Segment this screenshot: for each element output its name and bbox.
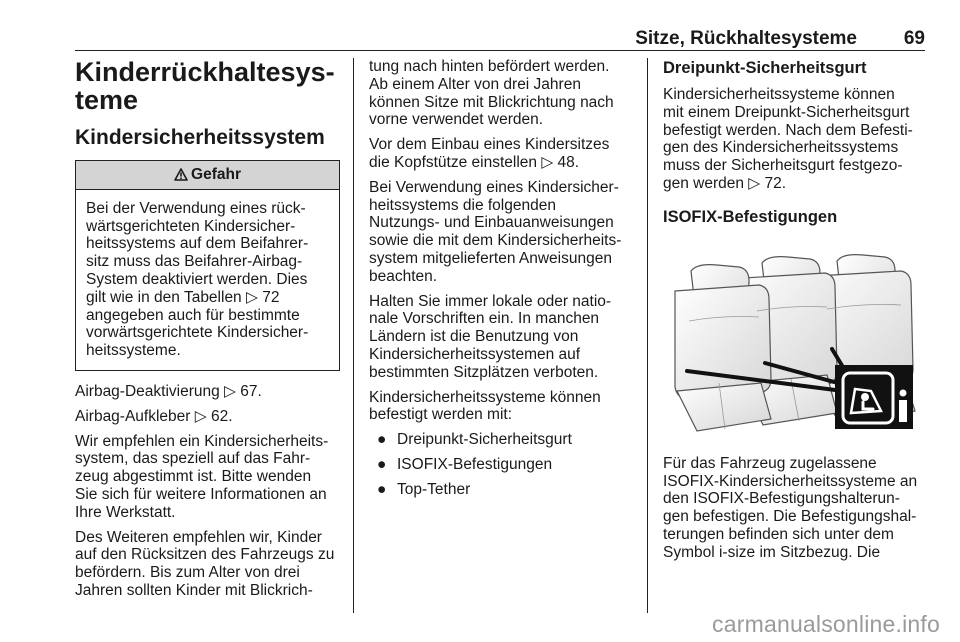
paragraph: Airbag-Aufkleber ▷ 62. <box>75 407 233 425</box>
page-header <box>75 24 925 51</box>
column-divider-1 <box>353 58 354 613</box>
chapter-title: Kinderrückhaltesys- teme <box>75 57 335 115</box>
paragraph: Kindersicherheitssysteme können befestigt werden mit: <box>369 388 601 424</box>
column-right <box>663 58 928 569</box>
paragraph: Des Weiteren empfehlen wir, Kinder auf den Rücksitzen des Fahrzeugs zu befördern. Bis zum Alter von drei Jahren sollten Kinder mit Blickrich- <box>75 528 335 599</box>
list-item-label: Top-Tether <box>397 480 471 498</box>
isofix-seat-illustration <box>667 241 925 441</box>
paragraph: Wir empfehlen ein Kindersicherheits- system, das speziell auf das Fahr- zeug abgestimmt ist. Bitte wenden Sie sich für weitere Informationen an Ihre Werkstatt. <box>75 432 329 521</box>
list-item-label: Dreipunkt-Sicherheitsgurt <box>397 431 572 449</box>
paragraph: Halten Sie immer lokale oder natio- nale Vorschriften ein. In manchen Ländern ist die Benutzung von Kindersicherheitssystemen auf bestimmten Sitzplätzen verboten. <box>369 292 612 381</box>
watermark: carmanualsonline.info <box>712 611 940 637</box>
column-middle <box>369 58 634 506</box>
paragraph: Vor dem Einbau eines Kindersitzes die Kopfstütze einstellen ▷ 48. <box>369 136 610 171</box>
paragraph: Airbag-Deaktivierung ▷ 67. <box>75 382 262 400</box>
list-item: ● Dreipunkt-Sicherheitsgurt <box>377 431 572 449</box>
warning-label: Gefahr <box>191 166 241 183</box>
warning-header <box>76 161 339 190</box>
paragraph: Kindersicherheitssysteme können mit einem Dreipunkt-Sicherheitsgurt befestigt werden. Nach dem Befesti- gen des Kindersicherheitssystems muss der Sicherheitsgurt festgezo- gen werden ▷ 72. <box>663 86 913 192</box>
list-item: ● Top-Tether <box>377 480 471 498</box>
bullet-list <box>369 431 634 498</box>
list-item: ● ISOFIX-Befestigungen <box>377 455 553 473</box>
page-number: 69 <box>903 28 925 49</box>
list-item-label: ISOFIX-Befestigungen <box>397 455 553 473</box>
column-divider-2 <box>647 58 648 613</box>
warning-triangle-icon <box>174 168 188 181</box>
paragraph: Für das Fahrzeug zugelassene ISOFIX-Kindersicherheitssysteme an den ISOFIX-Befestigungshalterun- gen befestigen. Die Befestigungshal- terungen befinden sich unter dem Symbol i-size im Sitzbezug. Die <box>663 454 918 561</box>
warning-box <box>75 160 340 371</box>
section-title: Sitze, Rückhaltesysteme <box>635 28 857 49</box>
paragraph: Bei Verwendung eines Kindersicher- heitssystems die folgenden Nutzungs- und Einbauanweisungen sowie die mit dem Kindersicherheits- system mitgelieferten Anweisungen beachten. <box>369 178 622 285</box>
subheading-isofix: ISOFIX-Befestigungen <box>663 207 838 226</box>
column-left <box>75 58 340 607</box>
warning-text: Bei der Verwendung eines rück- wärtsgerichteten Kindersicher- heitssystems auf dem Beifahrer- sitz muss das Beifahrer-Airbag- System deaktiviert werden. Dies gilt wie in den Tabellen ▷ 72 angegeben auch für bestimmte vorwärtsgerichtete Kindersicher- heitssysteme. <box>86 199 309 360</box>
paragraph: tung nach hinten befördert werden. Ab einem Alter von drei Jahren können Sitze mit Blickrichtung nach vorne verwendet werden. <box>369 58 614 129</box>
section-heading: Kindersicherheitssystem <box>75 126 325 149</box>
subheading-seatbelt: Dreipunkt-Sicherheitsgurt <box>663 59 867 77</box>
